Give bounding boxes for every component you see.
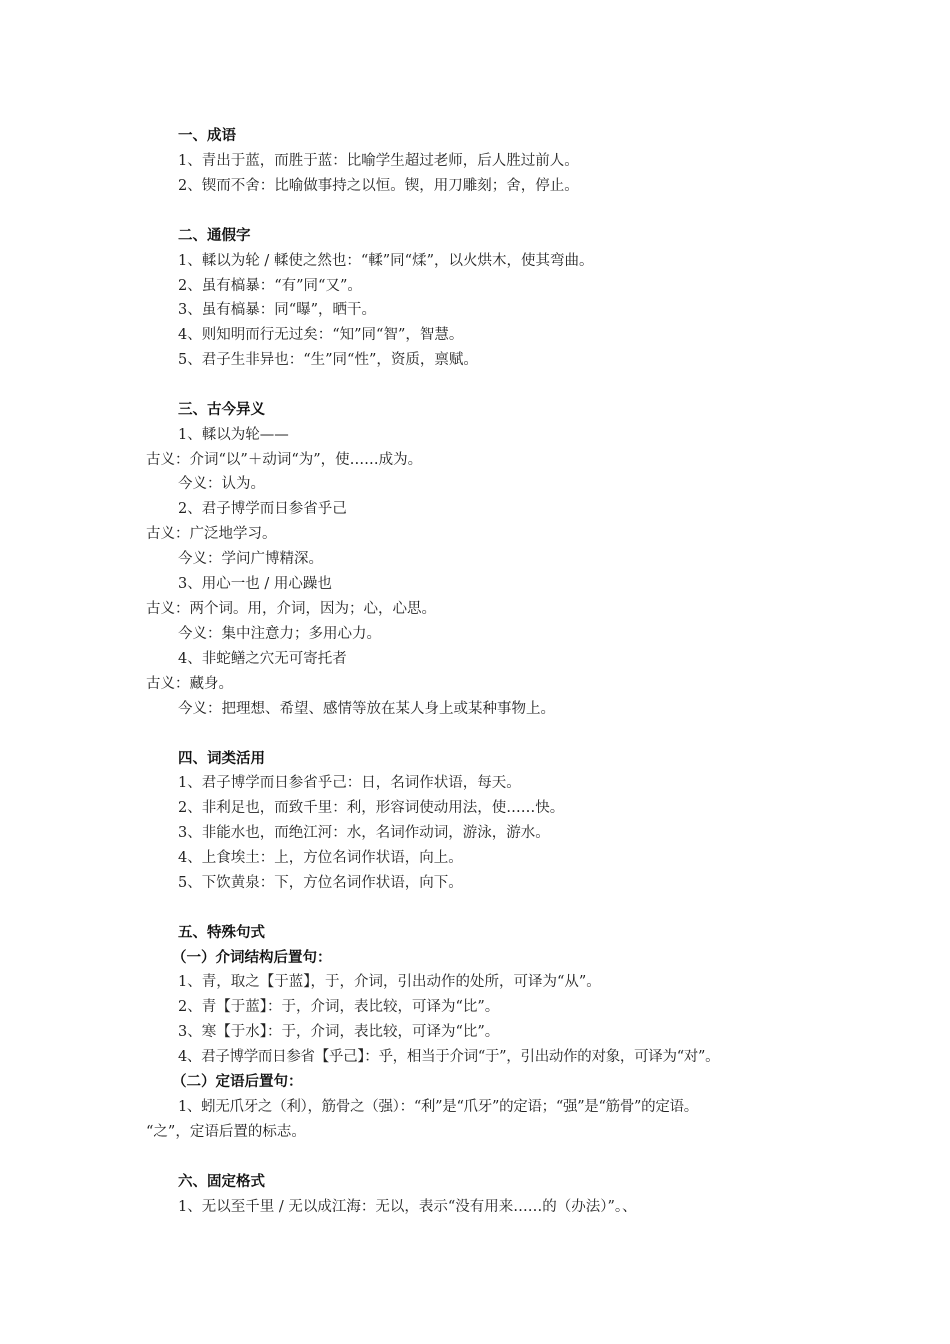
list-item: 2、非利足也，而致千里：利，形容词使动用法，使……快。 (178, 800, 565, 816)
ancient-meaning: 古义：介词“以”＋动词“为”，使……成为。 (146, 452, 423, 468)
subsection-title-prepositional: （一）介词结构后置句： (172, 950, 332, 966)
modern-meaning: 今义：认为。 (178, 476, 265, 492)
list-item: 2、锲而不舍：比喻做事持之以恒。锲，用刀雕刻；舍，停止。 (178, 178, 579, 194)
list-item-continuation: “之”，定语后置的标志。 (146, 1124, 306, 1140)
list-item: 3、寒【于水】：于，介词，表比较，可译为“比”。 (178, 1024, 500, 1040)
subsection-title-postpositive-attributive: （二）定语后置句： (172, 1074, 303, 1090)
list-item: 3、虽有槁暴：同“曝”，晒干。 (178, 302, 377, 318)
ancient-meaning: 古义：广泛地学习。 (146, 526, 277, 542)
section-title-fixed-format: 六、固定格式 (178, 1174, 265, 1190)
list-item: 5、君子生非异也：“生”同“性”，资质，禀赋。 (178, 352, 478, 368)
list-item: 1、青出于蓝，而胜于蓝：比喻学生超过老师，后人胜过前人。 (178, 153, 579, 169)
list-item: 4、君子博学而日参省【乎己】：乎，相当于介词“于”，引出动作的对象，可译为“对”。 (178, 1049, 720, 1065)
list-item: 3、非能水也，而绝江河：水，名词作动词，游泳，游水。 (178, 825, 550, 841)
section-title-word-class-usage: 四、词类活用 (178, 751, 265, 767)
list-item-head: 3、用心一也 / 用心躁也 (178, 576, 332, 592)
list-item: 2、青【于蓝】：于，介词，表比较，可译为“比”。 (178, 999, 500, 1015)
list-item-head: 4、非蛇鳝之穴无可寄托者 (178, 651, 347, 667)
modern-meaning: 今义：把理想、希望、感情等放在某人身上或某种事物上。 (178, 701, 555, 717)
list-item: 4、上食埃土：上，方位名词作状语，向上。 (178, 850, 463, 866)
list-item: 1、君子博学而日参省乎己：日，名词作状语，每天。 (178, 775, 521, 791)
list-item-head: 1、輮以为轮—— (178, 427, 289, 443)
section-title-ancient-modern-meaning: 三、古今异义 (178, 402, 265, 418)
ancient-meaning: 古义：藏身。 (146, 676, 233, 692)
list-item: 1、蚓无爪牙之（利），筋骨之（强）：“利”是“爪牙”的定语；“强”是“筋骨”的定语。 (178, 1099, 698, 1115)
section-title-interchangeable-chars: 二、通假字 (178, 228, 251, 244)
list-item: 5、下饮黄泉：下，方位名词作状语，向下。 (178, 875, 463, 891)
ancient-meaning: 古义：两个词。用，介词，因为；心，心思。 (146, 601, 436, 617)
list-item: 1、无以至千里 / 无以成江海：无以，表示“没有用来……的（办法）”。、 (178, 1199, 637, 1215)
section-title-idioms: 一、成语 (178, 128, 236, 144)
list-item: 2、虽有槁暴：“有”同“又”。 (178, 278, 362, 294)
modern-meaning: 今义：集中注意力；多用心力。 (178, 626, 381, 642)
list-item: 4、则知明而行无过矣：“知”同“智”，智慧。 (178, 327, 464, 343)
list-item: 1、青，取之【于蓝】，于，介词，引出动作的处所，可译为“从”。 (178, 974, 601, 990)
modern-meaning: 今义：学问广博精深。 (178, 551, 323, 567)
list-item-head: 2、君子博学而日参省乎己 (178, 501, 347, 517)
section-title-special-sentences: 五、特殊句式 (178, 925, 265, 941)
list-item: 1、輮以为轮 / 輮使之然也：“輮”同“煣”，以火烘木，使其弯曲。 (178, 253, 594, 269)
